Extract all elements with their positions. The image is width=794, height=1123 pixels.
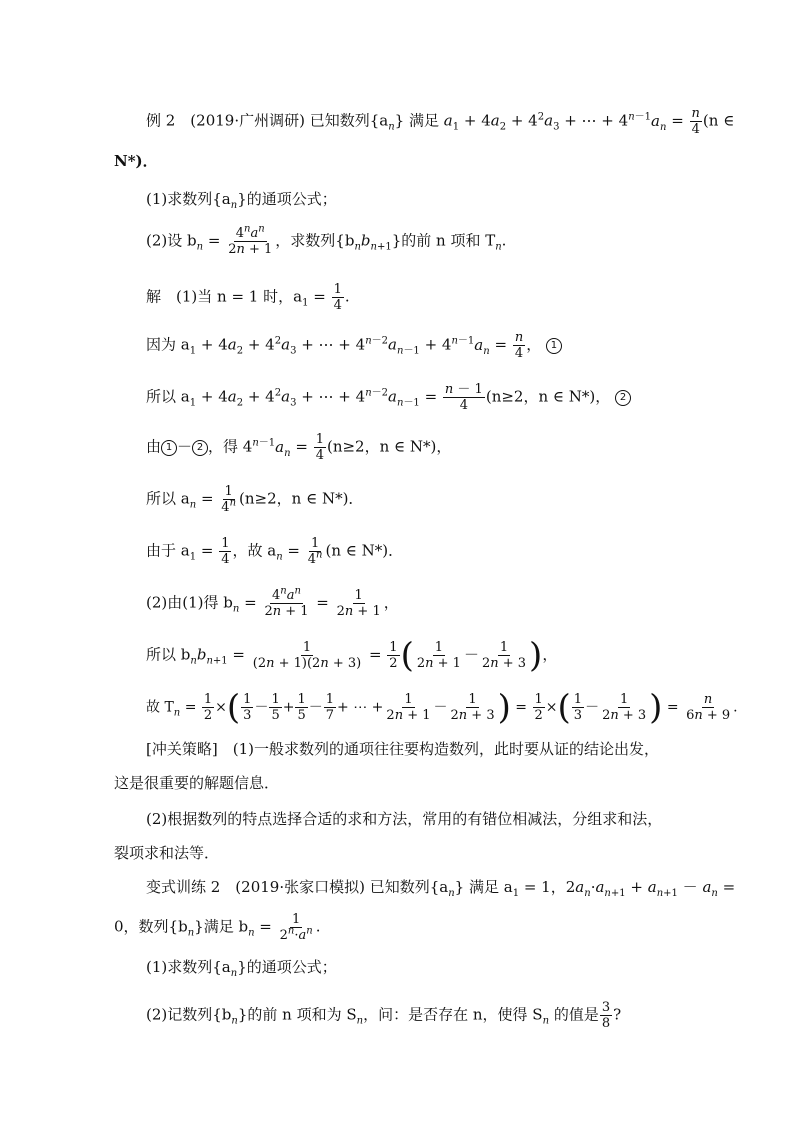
solution-line-8: 所以 $b_nb_{n+1}$ = $\frac{1}{(2n + 1)(2n + 3)}$ = $\frac{1}{2}$ ( $\frac{1}{2n + 1}$ － $\frac{1}{2n + 3}$ )， [146,635,558,676]
variant-heading-cont: 0，数列$\{b_n\}$满足 $b_n$ = $\frac{1}{2^n\cdot a^n}$ . [114,912,321,943]
strategy-paragraph-1-cont: 这是很重要的解题信息． [114,774,280,792]
solution-line-6: 由于 $a_1$ = $\frac{1}{4}$ ，故 $a_n$ = $\frac{1}{4^n}$ (n ∈ N*)． [146,536,404,567]
strategy-paragraph-2-cont: 裂项求和法等． [114,844,220,862]
variant-question-2: (2)记数列$\{b_n\}$的前 n 项和为 $S_n$，问：是否存在 n，使得 $S_n$ 的值是 $\frac{3}{8}$ ? [146,1000,622,1031]
circled-number-2: 2 [615,390,631,406]
variant-question-1: (1)求数列$\{a_n\}$的通项公式； [146,958,337,979]
fraction-n-over-4: $\frac{n}{4}$ [691,106,700,137]
solution-line-5: 所以 $a_n$ = $\frac{1}{4^n}$ (n≥2，n ∈ N*)． [146,484,364,515]
solution-line-2: 因为 $a_1 + 4a_2 + 4^2a_3$ + ⋯ + $4^{n-2}a_{n-1} + 4^{n-1}a_n$ = $\frac{n}{4}$ ， 1 [146,330,562,361]
question-2: (2)设 $b_n$ = $\frac{4^na^n}{2n + 1}$ ，求数列$\{b_nb_{n+1}\}$的前 n 项和 $T_n$. [146,223,507,257]
solution-line-4: 由 1 － 2 ，得 $4^{n-1}a_n$ = $\frac{1}{4}$ (n≥2，n ∈ N*)， [146,432,452,463]
example-heading-cont: N*)． [114,152,158,170]
solution-line-1: 解 (1)当 n = 1 时，$a_1$ = $\frac{1}{4}$ . [146,282,350,313]
fraction-bn-def: $\frac{4^na^n}{2n + 1}$ [228,223,273,257]
solution-line-3: 所以 $a_1 + 4a_2 + 4^2a_3$ + ⋯ + $4^{n-2}a_{n-1}$ = $\frac{n - 1}{4}$ (n≥2，n ∈ N*)， 2 [146,382,631,413]
question-1: (1)求数列$\{a_n\}$的通项公式； [146,190,337,211]
variant-heading: 变式训练 2 (2019·张家口模拟) 已知数列$\{a_n\}$ 满足 $a_1 = 1$，$2a_n\cdot a_{n+1} + a_{n+1} - a_n$ = [146,878,736,899]
example-heading: 例 2 (2019·广州调研) 已知数列$\{a_n\}$ 满足 $a_1 + 4a_2 + 4^2a_3$ + ⋯ + $4^{n-1}a_n$ = $\frac{n}{4}$ (n ∈ [146,106,735,137]
strategy-paragraph-1: [冲关策略] (1)一般求数列的通项往往要构造数列，此时要从证的结论出发， [146,740,659,758]
solution-line-9: 故 $T_n$ = $\frac{1}{2}$ ×( $\frac{1}{3}$ － $\frac{1}{5}$ + $\frac{1}{5}$ － $\frac{1}{7}$ + ⋯ + $\frac{1}{2n + 1}$ － $\frac{1}{2n + 3}$ ) = $\frac{1}{2}$ ×( $\frac{1}{3}$ － $\frac{1}{2n + 3}$ ) = $\frac{n}{6n + 9}$ . [146,687,738,728]
strategy-paragraph-2: (2)根据数列的特点选择合适的求和方法，常用的有错位相减法，分组求和法， [146,810,663,828]
circled-number-1: 1 [546,338,562,354]
solution-line-7: (2)由(1)得 $b_n$ = $\frac{4^na^n}{2n + 1}$ = $\frac{1}{2n + 1}$ ， [146,585,399,619]
